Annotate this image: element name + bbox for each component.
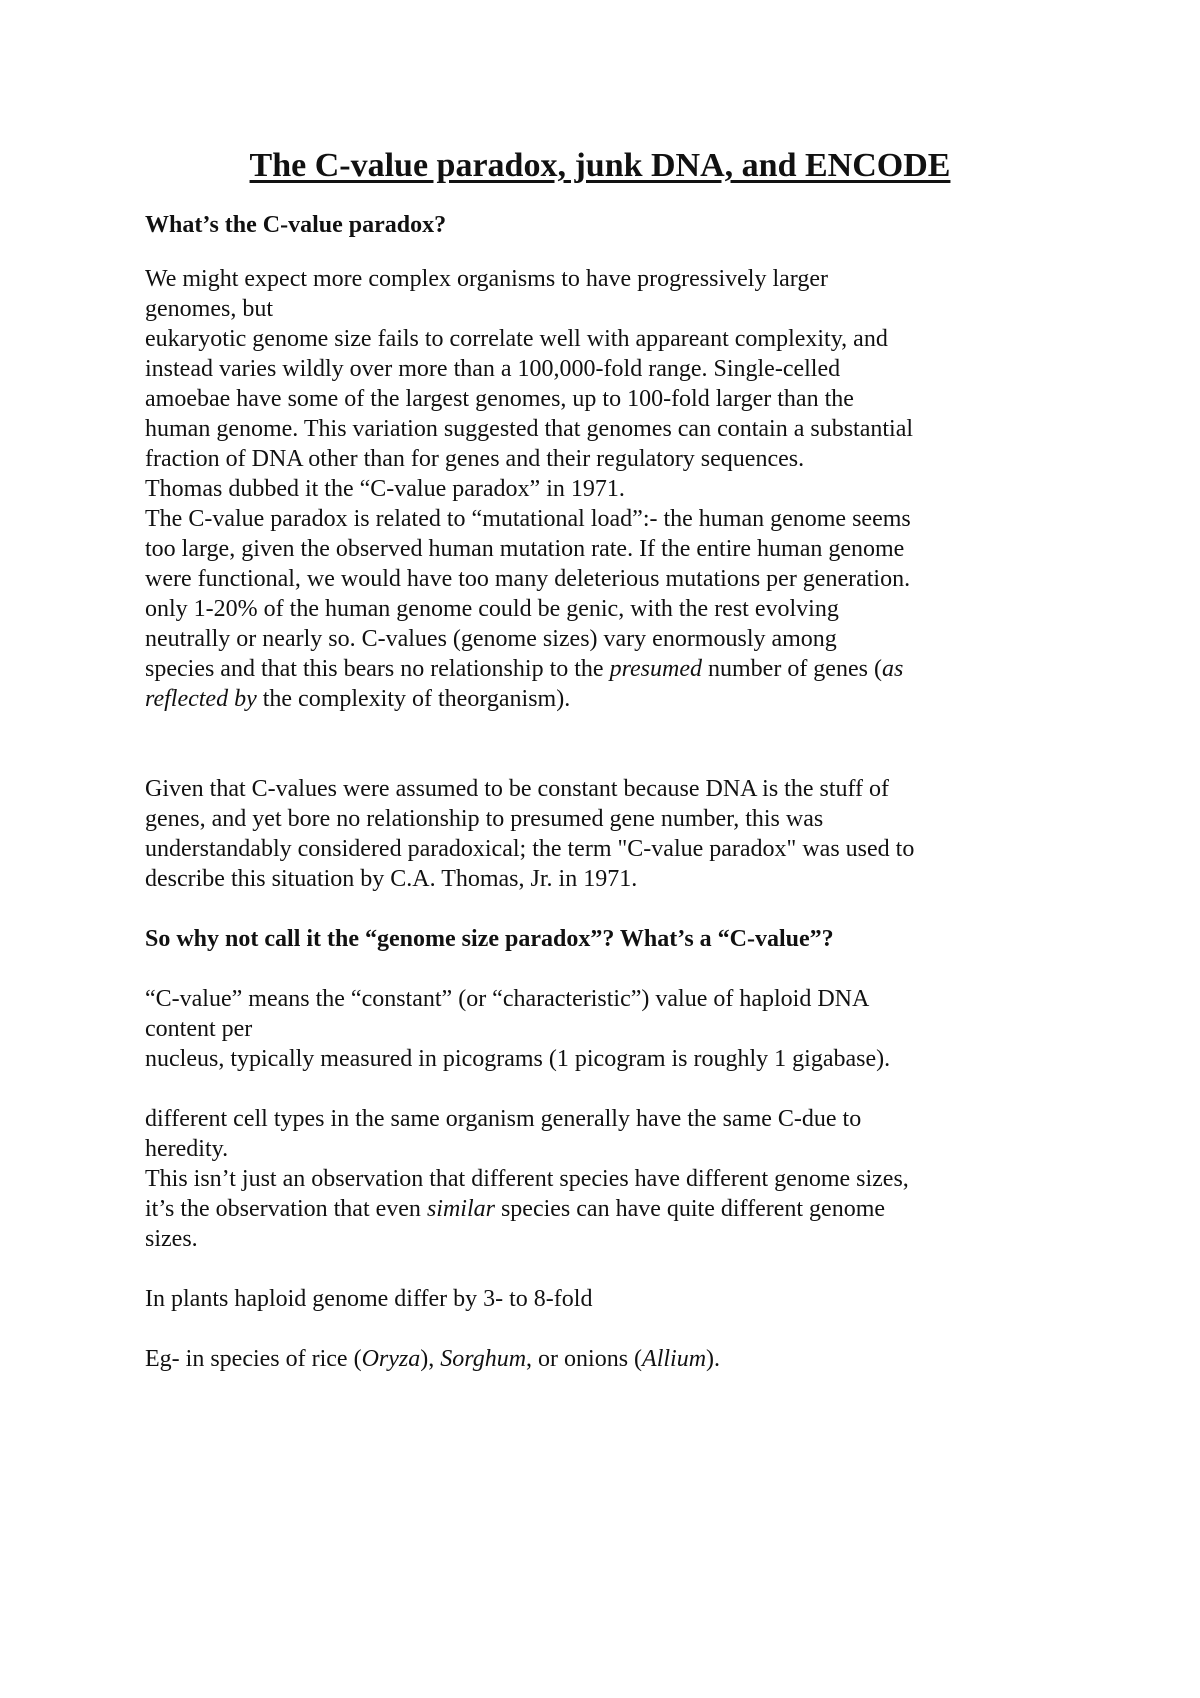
italic-text: Allium xyxy=(642,1346,707,1372)
document-title: The C-value paradox, junk DNA, and ENCODE xyxy=(249,147,951,184)
text-run: number of genes ( xyxy=(702,656,882,682)
paragraph-line: sizes. xyxy=(145,1226,198,1252)
text-run: it’s the observation that even xyxy=(145,1196,427,1222)
paragraph-line: Thomas dubbed it the “C-value paradox” in 1971. xyxy=(145,476,625,502)
paragraph-line: eukaryotic genome size fails to correlate well with appareant complexity, and xyxy=(145,326,888,352)
italic-text: similar xyxy=(426,1196,495,1222)
paragraph-line xyxy=(145,684,570,714)
section-heading: So why not call it the “genome size paradox”? What’s a “C-value”? xyxy=(145,926,834,952)
paragraph-line: We might expect more complex organisms to have progressively larger xyxy=(145,266,828,292)
paragraph-line: describe this situation by C.A. Thomas, Jr. in 1971. xyxy=(145,866,638,892)
paragraph-line: nucleus, typically measured in picograms (1 picogram is roughly 1 gigabase). xyxy=(145,1046,891,1072)
paragraph-line: different cell types in the same organism generally have the same C-due to xyxy=(145,1106,862,1132)
paragraph-line: genes, and yet bore no relationship to presumed gene number, this was xyxy=(145,806,824,832)
italic-text: Oryza xyxy=(361,1346,421,1372)
paragraph-line: heredity. xyxy=(145,1136,229,1162)
paragraph-line: The C-value paradox is related to “mutational load”:- the human genome seems xyxy=(145,506,911,532)
text-run: ). xyxy=(706,1346,721,1372)
paragraph-line xyxy=(145,1194,885,1224)
paragraph-line: Given that C-values were assumed to be constant because DNA is the stuff of xyxy=(145,776,890,802)
paragraph-line xyxy=(145,654,903,684)
paragraph-line: amoebae have some of the largest genomes, up to 100-fold larger than the xyxy=(145,386,854,412)
paragraph-line: fraction of DNA other than for genes and their regulatory sequences. xyxy=(145,446,805,472)
paragraph-line: neutrally or nearly so. C-values (genome sizes) vary enormously among xyxy=(145,626,837,652)
italic-text: Sorghum xyxy=(440,1346,527,1372)
text-run: , or onions ( xyxy=(526,1346,643,1372)
paragraph-line: understandably considered paradoxical; the term "C-value paradox" was used to xyxy=(145,836,915,862)
paragraph-line: This isn’t just an observation that different species have different genome sizes, xyxy=(145,1166,909,1192)
paragraph-line: content per xyxy=(145,1016,253,1042)
paragraph-line: only 1-20% of the human genome could be genic, with the rest evolving xyxy=(145,596,839,622)
italic-text: as xyxy=(881,656,904,682)
text-run: species can have quite different genome xyxy=(494,1196,886,1222)
paragraph-line: too large, given the observed human mutation rate. If the entire human genome xyxy=(145,536,905,562)
paragraph-line: were functional, we would have too many deleterious mutations per generation. xyxy=(145,566,911,592)
paragraph-line xyxy=(145,1344,720,1374)
text-run: the complexity of theorganism). xyxy=(256,686,571,712)
text-run: species and that this bears no relationship to the xyxy=(145,656,610,682)
paragraph-line: “C-value” means the “constant” (or “characteristic”) value of haploid DNA xyxy=(145,986,870,1012)
paragraph-line: instead varies wildly over more than a 100,000-fold range. Single-celled xyxy=(145,356,841,382)
paragraph-line: In plants haploid genome differ by 3- to 8-fold xyxy=(145,1286,593,1312)
paragraph-line: human genome. This variation suggested that genomes can contain a substantial xyxy=(145,416,914,442)
italic-text: reflected by xyxy=(145,686,257,712)
text-run: ), xyxy=(420,1346,441,1372)
italic-text: presumed xyxy=(609,656,702,682)
text-run: Eg- in species of rice ( xyxy=(145,1346,362,1372)
paragraph-line: genomes, but xyxy=(145,296,273,322)
section-heading: What’s the C-value paradox? xyxy=(145,212,447,238)
